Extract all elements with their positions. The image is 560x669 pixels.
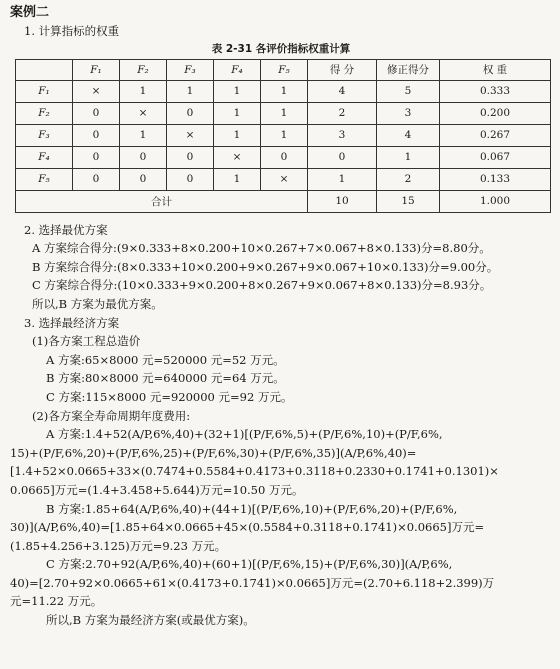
spacer — [10, 213, 552, 221]
table-cell: 0.200 — [440, 102, 551, 124]
table-cell: 2 — [308, 102, 377, 124]
table-cell: 1 — [167, 80, 214, 102]
annual-cost-line: (1.85+4.256+3.125)万元=9.23 万元。 — [10, 538, 227, 553]
table-cell: 0 — [120, 168, 167, 190]
table-header-row — [16, 59, 551, 80]
table-cell: 3 — [377, 102, 440, 124]
table-cell: 1 — [261, 80, 308, 102]
cost-line-b: B 方案:80×8000 元=640000 元=64 万元。 — [46, 371, 285, 386]
table-cell: 0.067 — [440, 146, 551, 168]
cost-line-c: C 方案:115×8000 元=920000 元=92 万元。 — [46, 389, 293, 404]
table-cell: 1 — [120, 124, 167, 146]
table-cell: × — [120, 102, 167, 124]
case-title: 案例二 — [10, 5, 50, 20]
row-label: F₃ — [16, 124, 73, 146]
score-line-a: A 方案综合得分:(9×0.333+8×0.200+10×0.267+7×0.067+8×0.133)分=8.80分。 — [32, 241, 491, 256]
table-row — [16, 80, 551, 102]
table-cell: × — [73, 80, 120, 102]
score-line-b: B 方案综合得分:(8×0.333+10×0.200+9×0.267+9×0.067+10×0.133)分=9.00分。 — [32, 259, 499, 274]
table-cell: 0 — [167, 146, 214, 168]
annual-cost-line: 0.0665]万元=(1.4+3.458+5.644)万元=10.50 万元。 — [10, 482, 304, 497]
header-cell: F₄ — [214, 59, 261, 80]
table-cell: 4 — [308, 80, 377, 102]
header-cell — [16, 59, 73, 80]
annual-cost-line: A 方案:1.4+52(A/P,6%,40)+(32+1)[(P/F,6%,5)+(P/F,6%,10)+(P/F,6%, — [46, 427, 443, 442]
row-label: F₄ — [16, 146, 73, 168]
total-cell: 1.000 — [440, 190, 551, 212]
table-cell: 1 — [214, 168, 261, 190]
section-3-title: 3. 选择最经济方案 — [24, 315, 120, 330]
table-row — [16, 146, 551, 168]
header-cell: F₂ — [120, 59, 167, 80]
final-conclusion-line: 所以,B 方案为最经济方案(或最优方案)。 — [46, 613, 255, 628]
table-cell: × — [261, 168, 308, 190]
annual-cost-line: [1.4+52×0.0665+33×(0.7474+0.5584+0.4173+0.3118+0.2330+0.1741+0.1301)× — [10, 464, 499, 479]
section-1-title: 1. 计算指标的权重 — [24, 24, 120, 38]
section-2-title: 2. 选择最优方案 — [24, 222, 108, 237]
total-label: 合计 — [16, 190, 308, 212]
table-cell: 1 — [214, 124, 261, 146]
table-cell: 1 — [377, 146, 440, 168]
total-cell: 10 — [308, 190, 377, 212]
header-cell: F₃ — [167, 59, 214, 80]
table-cell: 3 — [308, 124, 377, 146]
table-cell: 0 — [120, 146, 167, 168]
table-cell: 5 — [377, 80, 440, 102]
table-total-row — [16, 190, 551, 212]
table-row — [16, 124, 551, 146]
table-cell: 0 — [167, 102, 214, 124]
conclusion-line: 所以,B 方案为最优方案。 — [32, 296, 163, 311]
table-cell: 1 — [214, 80, 261, 102]
table-cell: 1 — [261, 102, 308, 124]
header-cell: 得 分 — [308, 59, 377, 80]
table-cell: 4 — [377, 124, 440, 146]
total-cell: 15 — [377, 190, 440, 212]
weight-table — [15, 59, 551, 213]
table-cell: 2 — [377, 168, 440, 190]
annual-cost-line: 15)+(P/F,6%,20)+(P/F,6%,25)+(P/F,6%,30)+(P/F,6%,35)](A/P,6%,40)= — [10, 445, 417, 460]
table-cell: 0 — [308, 146, 377, 168]
table-cell: 0 — [261, 146, 308, 168]
table-cell: 1 — [120, 80, 167, 102]
row-label: F₁ — [16, 80, 73, 102]
table-cell: 0.333 — [440, 80, 551, 102]
score-line-c: C 方案综合得分:(10×0.333+9×0.200+8×0.267+9×0.067+8×0.133)分=8.93分。 — [32, 278, 492, 293]
table-cell: 0 — [167, 168, 214, 190]
table-cell: 0.133 — [440, 168, 551, 190]
header-cell: 修正得分 — [377, 59, 440, 80]
header-cell: F₁ — [73, 59, 120, 80]
table-cell: × — [214, 146, 261, 168]
annual-cost-line: 40)=[2.70+92×0.0665+61×(0.4173+0.1741)×0.0665]万元=(2.70+6.118+2.399)万 — [10, 575, 495, 590]
table-caption: 表 2-31 各评价指标权重计算 — [211, 42, 351, 55]
table-cell: 1 — [308, 168, 377, 190]
table-cell: 0 — [73, 102, 120, 124]
table-cell: 0 — [73, 168, 120, 190]
subsection-title: (1)各方案工程总造价 — [32, 334, 141, 349]
cost-line-a: A 方案:65×8000 元=520000 元=52 万元。 — [46, 352, 285, 367]
table-cell: 0 — [73, 146, 120, 168]
annual-cost-line: 元=11.22 万元。 — [10, 594, 103, 609]
table-cell: 0 — [73, 124, 120, 146]
table-cell: 1 — [214, 102, 261, 124]
row-label: F₂ — [16, 102, 73, 124]
table-cell: 1 — [261, 124, 308, 146]
annual-cost-line: 30)](A/P,6%,40)=[1.85+64×0.0665+45×(0.5584+0.3118+0.1741)×0.0665]万元= — [10, 520, 485, 535]
annual-cost-line: B 方案:1.85+64(A/P,6%,40)+(44+1)[(P/F,6%,10)+(P/F,6%,20)+(P/F,6%, — [46, 501, 458, 516]
table-cell: × — [167, 124, 214, 146]
header-cell: 权 重 — [440, 59, 551, 80]
subsection-title: (2)各方案全寿命周期年度费用: — [32, 408, 191, 423]
table-row — [16, 102, 551, 124]
row-label: F₅ — [16, 168, 73, 190]
annual-cost-line: C 方案:2.70+92(A/P,6%,40)+(60+1)[(P/F,6%,15)+(P/F,6%,30)](A/P,6%, — [46, 557, 453, 572]
table-row — [16, 168, 551, 190]
table-cell: 0.267 — [440, 124, 551, 146]
header-cell: F₅ — [261, 59, 308, 80]
